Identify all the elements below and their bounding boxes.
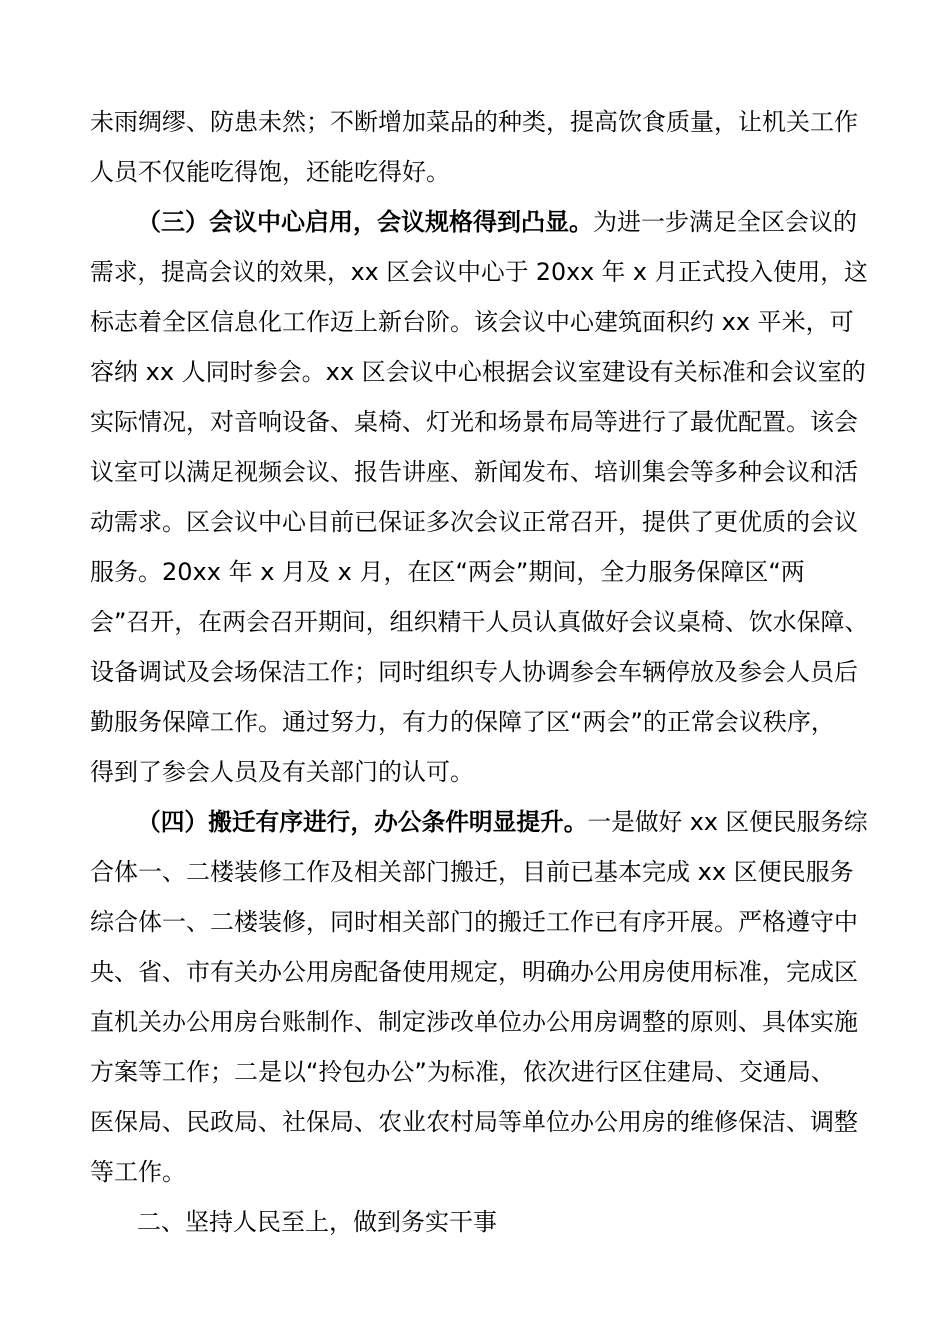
text-line: 合体一、二楼装修工作及相关部门搬迁，目前已基本完成 xx 区便民服务 <box>90 858 854 886</box>
text-line: 方案等工作；二是以“拎包办公”为标准，依次进行区住建局、交通局、 <box>90 1058 835 1086</box>
text-line: 服务。20xx 年 x 月及 x 月，在区“两会”期间，全力服务保障区“两 <box>90 558 805 586</box>
text-line: 综合体一、二楼装修，同时相关部门的搬迁工作已有序开展。严格遵守中 <box>90 908 858 936</box>
text-line: 容纳 xx 人同时参会。xx 区会议中心根据会议室建设有关标准和会议室的 <box>90 358 866 386</box>
text-line: 需求，提高会议的效果，xx 区会议中心于 20xx 年 x 月正式投入使用，这 <box>90 258 868 286</box>
text-line: 直机关办公用房台账制作、制定涉改单位办公用房调整的原则、具体实施 <box>90 1008 858 1036</box>
text-line: 等工作。 <box>90 1158 186 1186</box>
text-line: 勤服务保障工作。通过努力，有力的保障了区“两会”的正常会议秩序， <box>90 708 835 736</box>
section-heading-4: （四）搬迁有序进行，办公条件明显提升。一是做好 xx 区便民服务综 <box>137 808 868 836</box>
text-line: 设备调试及会场保洁工作；同时组织专人协调参会车辆停放及参会人员后 <box>90 658 858 686</box>
text-line: 央、省、市有关办公用房配备使用规定，明确办公用房使用标准，完成区 <box>90 958 858 986</box>
text-line: 人员不仅能吃得饱，还能吃得好。 <box>90 158 450 186</box>
text-line: 医保局、民政局、社保局、农业农村局等单位办公用房的维修保洁、调整 <box>90 1108 858 1136</box>
section-heading-3: （三）会议中心启用，会议规格得到凸显。为进一步满足全区会议的 <box>137 208 857 236</box>
text-line: 动需求。区会议中心目前已保证多次会议正常召开，提供了更优质的会议 <box>90 508 858 536</box>
chapter-heading: 二、坚持人民至上，做到务实干事 <box>137 1208 497 1236</box>
text-line: 标志着全区信息化工作迈上新台阶。该会议中心建筑面积约 xx 平米，可 <box>90 308 854 336</box>
text-line: 议室可以满足视频会议、报告讲座、新闻发布、培训集会等多种会议和活 <box>90 458 858 486</box>
text-line: 实际情况，对音响设备、桌椅、灯光和场景布局等进行了最优配置。该会 <box>90 408 858 436</box>
text-line: 未雨绸缪、防患未然；不断增加菜品的种类，提高饮食质量，让机关工作 <box>90 108 858 136</box>
text-line: 会”召开，在两会召开期间，组织精干人员认真做好会议桌椅、饮水保障、 <box>90 608 869 636</box>
text-line: 得到了参会人员及有关部门的认可。 <box>90 758 474 786</box>
